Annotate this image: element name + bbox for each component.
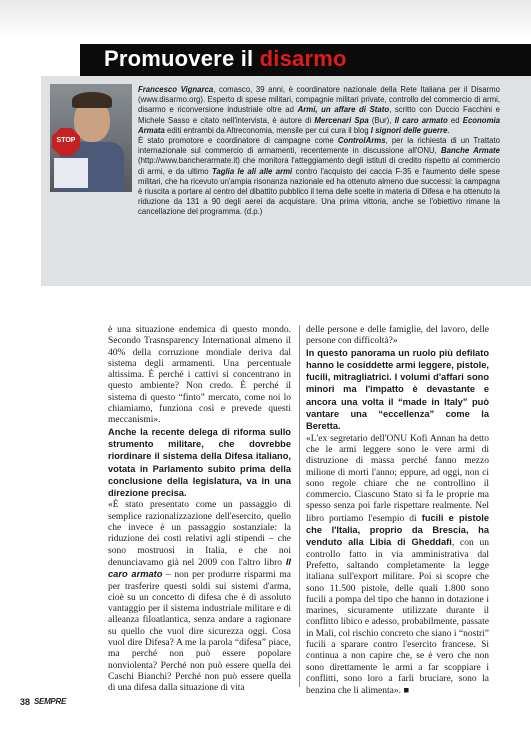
bio-book: Armi, un affare di Stato <box>297 105 390 115</box>
bio-text: , per la richiesta di un Trattato internazionale sul commercio di armamenti, recentemente in discussione all'ONU, <box>138 136 500 156</box>
photo-hair <box>72 92 112 108</box>
bio-campaign: Banche Armate <box>441 146 500 156</box>
bio-paragraph-2 <box>138 136 500 218</box>
answer-bold: fucili e pistole che l'Italia, proprio da Brescia, ha venduto alla Libia di Gheddafi <box>306 512 489 548</box>
bio-text: (http://www.bancherarmate.it) che monitora l'atteggiamento degli istituti di credito rispetto al commercio di armi, e da ultimo <box>138 156 500 176</box>
question-text: Anche la recente delega di riforma sullo strumento militare, che dovrebbe riordinare il sistema della Difesa italiano, votata in Parlamento subito prima della conclusione della legislatura, va in una direzione precisa. <box>108 426 291 499</box>
bio-book: Economia Armata <box>138 115 501 135</box>
bio-text: . <box>447 125 450 135</box>
bio-text: , comasco, 39 anni, è coordinatore nazionale della Rete Italiana per il Disarmo (www.disarmo.org). Esperto di spese militari, compagnie militari private, controllo del commercio di armi, disarmo e riconversione industriale oltre ad <box>138 85 500 115</box>
bio-blog: I signori delle guerre <box>370 125 448 135</box>
photo-paper <box>54 158 88 188</box>
end-mark: ■ <box>400 685 410 696</box>
title-accent: disarmo <box>259 46 347 71</box>
title-main: Promuovere il <box>104 46 260 71</box>
answer-text: , con un controllo fatto in via amministrativa dal Prefetto, saltando completamente la legge italiana sull'export militare. Poi si scopre che sono 11.500 pistole, delle quali 1.800 sono fucili a pompa del tipo che hanno in dotazione i marines, sicuramente utilizzate durante il conflitto libico e adesso, probabilmente, passate in Mali, col rischio concreto che siano i “nostri” fucili a sparare contro l'esercito francese. Si continua a non capire che, se è vero che non sono direttamente le armi a far scoppiare i conflitti, sono loro a farli bruciare, sono la benzina che li alimenta». <box>306 538 489 697</box>
bio-text: ed <box>447 115 463 125</box>
article-column-1 <box>108 325 291 695</box>
column1-paragraph-1: è una situazione endemica di questo mondo. Secondo Trasnsparency International almeno il 40% della corruzione mondiale deriva dal sistema degli armamenti. Una percentuale altissima. È perché i cattivi si concentrano in questo ambiente? Non credo. È perché il sistema di questo “finto” mercato, come noi lo chiamiamo, funziona così e prevede questi meccanismi». <box>108 325 291 426</box>
bio-text: editi entrambi da Altreconomia, mensile per cui cura il blog <box>164 125 371 135</box>
column1-paragraph-2 <box>108 500 291 694</box>
column1-question <box>108 427 291 501</box>
answer-text: «L'ex segretario dell'ONU Kofi Annan ha detto che le armi leggere sono le vere armi di distruzione di massa perché fanno mezzo milione di morti l'anno; eppure, ad oggi, non ci sono regole chiare che ne controllino il commercio. Ciascuno Stato si fa le proprie ma spesso senza poi farle rispettare realmente. Nel libro portiamo l'esempio di <box>306 433 489 524</box>
bio-campaign: Taglia le ali alle armi <box>211 166 293 176</box>
column2-paragraph-1: delle persone e delle famiglie, del lavoro, delle persone con difficoltà?» <box>306 325 489 347</box>
answer-text: «È stato presentato come un passaggio di semplice razionalizzazione dell'esercito, quello che invece è un passaggio sostanziale: la riduzione dei costi relativi agli stipendi – che sono mostruosi in Italia, e che noi denunciavamo già nel 2009 con l'altro libro <box>108 500 291 568</box>
bio-book: Mercenari Spa <box>314 115 369 125</box>
stop-sign-text: STOP <box>56 137 76 144</box>
column-divider <box>299 325 300 687</box>
article-column-2 <box>306 325 489 698</box>
magazine-logo: SEMPRE <box>34 697 66 706</box>
bio-author-name: Francesco Vignarca <box>138 85 214 94</box>
author-bio <box>138 85 500 218</box>
author-photo <box>50 84 132 192</box>
page-top-shadow <box>0 0 531 40</box>
bio-paragraph-1 <box>138 85 500 136</box>
column2-paragraph-2 <box>306 434 489 698</box>
column2-question <box>306 348 489 434</box>
answer-text: – non per produrre risparmi ma per trasferire questi soldi sui sistemi d'arma, cioè su un concetto di difesa che è di assoluto vantaggio per il sistema industriale militare e di alleanza filoatlantica, senza andare a ragionare su quello che vuol dire sicurezza oggi. Cosa vuol dire Difesa? A me la parola “difesa” piace, ma perché non può essere popolare nonviolenta? Perché non può essere quella dei Caschi Bianchi? Perché non può essere quella di una difesa dalla situazione di vita <box>108 570 291 694</box>
question-text: In questo panorama un ruolo più defilato hanno le cosiddette armi leggere, pistole, fucili, mitragliatrici. I volumi d'affari sono minori ma l'impatto è devastante e ancora una volta il “made in Italy” può vantare una “eccellenza” come la Beretta. <box>306 347 489 432</box>
bio-book: Il caro armato <box>394 115 448 125</box>
book-title: Il caro armato <box>108 556 291 580</box>
page-number: 38 <box>20 697 31 707</box>
article-title <box>104 46 347 72</box>
bio-text: contro l'acquisto dei caccia F-35 e l'aumento delle spese militari, che ha ricevuto un'ampia risonanza nazionale ed ha ottenuto almeno due successi: la campagna è riuscita a portare al centro del dibattito pubblico il tema delle scelte in materia di Difesa e ha ottenuto la riduzione da 131 a 90 degli aerei da acquistare. Una prima vittoria, anche se l'obiettivo rimane la cancellazione del programma. (d.p.) <box>138 166 500 217</box>
bio-campaign: ControlArms <box>337 136 386 146</box>
bio-text: È stato promotore e coordinatore di campagne come <box>138 136 338 146</box>
bio-text: , scritto con Duccio Facchini e Michele Sasso e citato nell'intervista, è autore di <box>138 105 500 125</box>
bio-text: (Bur), <box>368 115 395 125</box>
